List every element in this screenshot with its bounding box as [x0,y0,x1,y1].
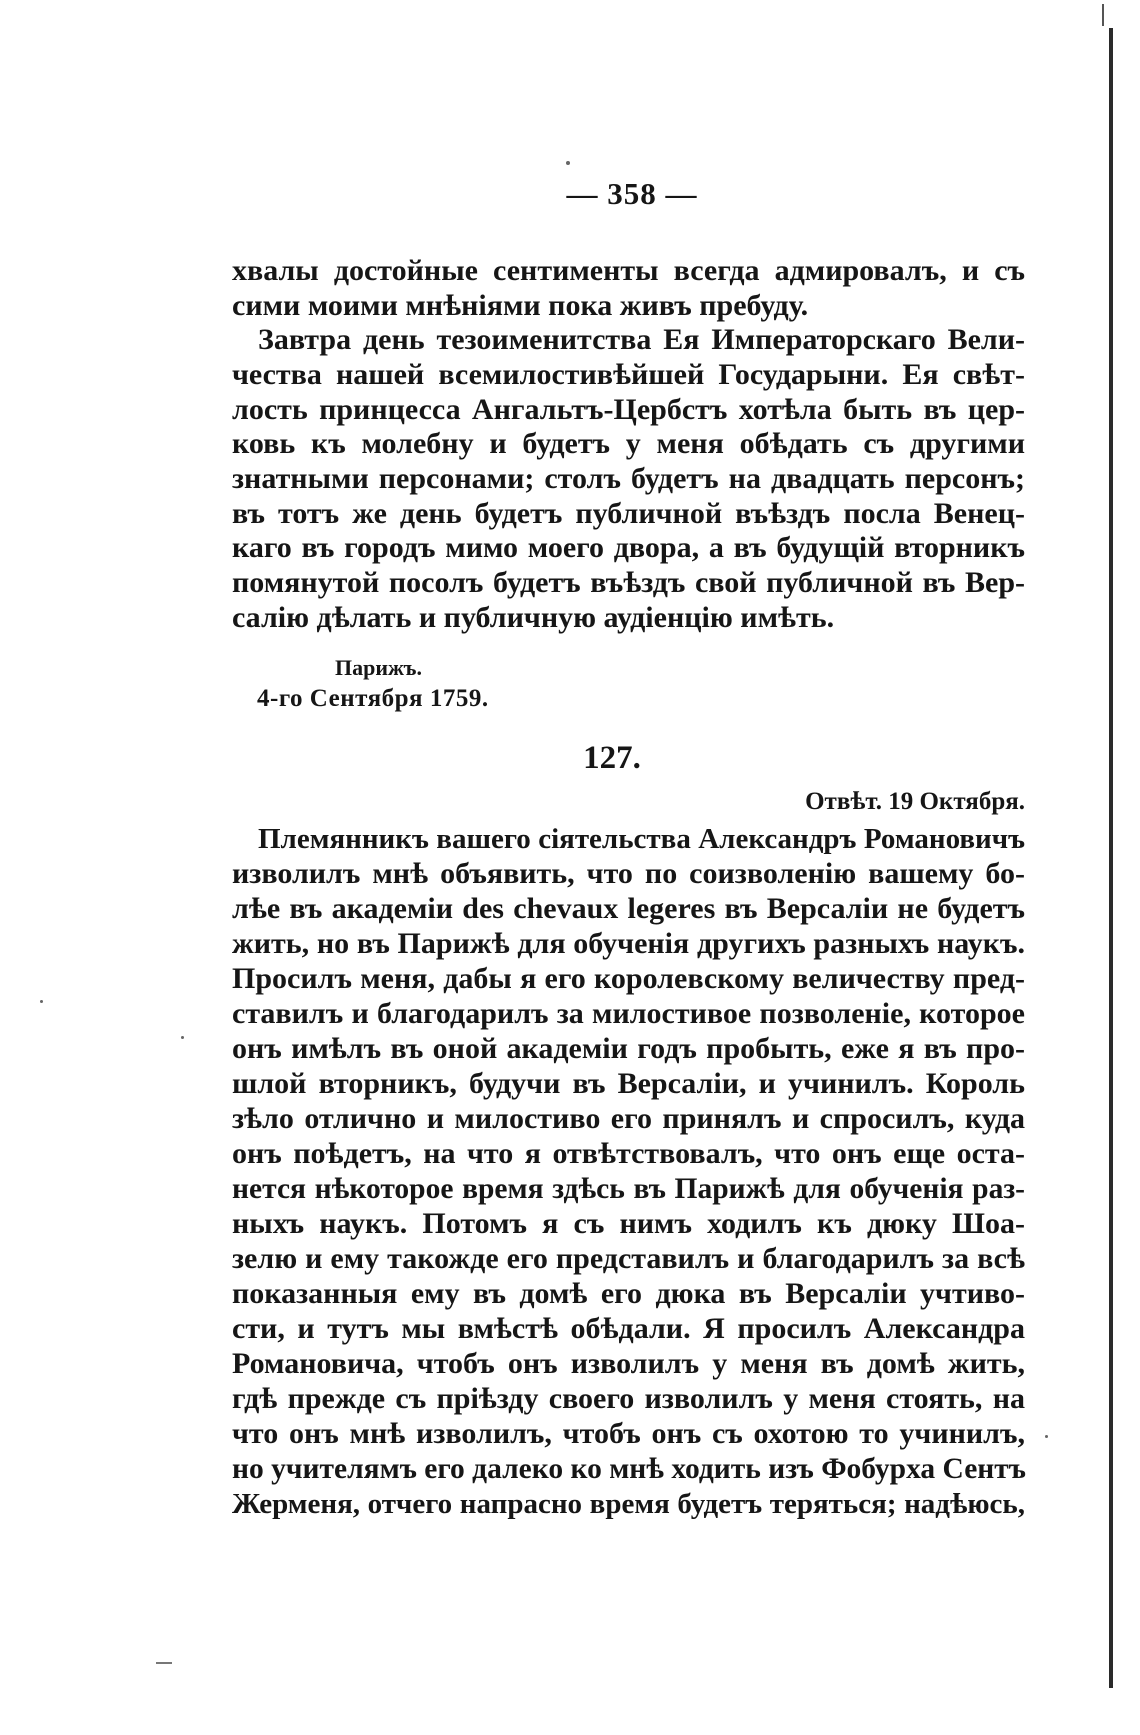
text-line: помянутой посолъ будетъ въѣздъ свой публичной въ Вер- [232,566,1025,599]
text-line: каго въ городъ мимо моего двора, а въ будущій вторникъ [232,531,1025,564]
signoff-date: 4-го Сентября 1759. [257,685,489,712]
text-line: Жерменя, отчего напрасно время будетъ теряться; надѣюсь, [232,1488,1025,1520]
text-line: но учителямъ его далеко ко мнѣ ходить изъ Фобурха Сентъ [232,1453,1026,1485]
text-line: сти, и тутъ мы вмѣстѣ обѣдали. Я просилъ Александра [232,1312,1025,1345]
text-line: жить, но въ Парижѣ для обученія другихъ разныхъ наукъ. [232,927,1025,960]
text-line: Просилъ меня, дабы я его королевскому величеству пред- [232,962,1025,995]
text-line: въ тотъ же день будетъ публичной въѣздъ посла Венец- [232,497,1025,530]
text-line: Романовича, чтобъ онъ изволилъ у меня въ домѣ жить, [232,1347,1025,1380]
scan-speck [566,161,570,165]
text-line: ковь къ молебну и будетъ у меня обѣдать съ другими [232,427,1025,460]
text-line: ставилъ и благодарилъ за милостивое позволеніе, которое [232,997,1025,1030]
text-line: Племянникъ вашего сіятельства Александръ Романовичъ [258,823,1025,855]
page-edge-mark [1102,4,1104,26]
text-line: лѣе въ академіи des chevaux legeres въ Версаліи не будетъ [232,892,1025,925]
signoff-place: Парижъ. [335,655,423,680]
text-line: шлой вторникъ, будучи въ Версаліи, и учинилъ. Король [232,1067,1025,1100]
letter-number: 127. [583,740,641,776]
text-line: онъ имѣлъ въ оной академіи годъ пробыть, еже я въ про- [232,1032,1025,1065]
text-line: хвалы достойные сентименты всегда адмировалъ, и съ [232,254,1025,287]
text-line: зелю и ему такожде его представилъ и благодарилъ за всѣ [232,1242,1025,1275]
page-edge-rule [1109,28,1113,1688]
text-line: чества нашей всемилостивѣйшей Государыни. Ея свѣт- [232,358,1025,391]
text-line: нется нѣкоторое время здѣсь въ Парижѣ для обученія раз- [232,1173,1025,1205]
reply-note: Отвѣт. 19 Октября. [805,788,1025,815]
scan-speck [40,1000,43,1003]
text-line: ныхъ наукъ. Потомъ я съ нимъ ходилъ къ дюку Шоа- [232,1207,1025,1240]
page-number: — 358 — [566,176,698,211]
text-line: сими моими мнѣніями пока живъ пребуду. [232,289,809,322]
text-line: салію дѣлать и публичную аудіенцію имѣть. [232,601,835,634]
text-line: показанныя ему въ домѣ его дюка въ Версаліи учтиво- [232,1277,1025,1310]
text-line: зѣло отлично и милостиво его принялъ и спросилъ, куда [232,1102,1025,1135]
text-line: знатными персонами; столъ будетъ на двадцать персонъ; [232,462,1025,495]
text-line: что онъ мнѣ изволилъ, чтобъ онъ съ охотою то учинилъ, [232,1417,1025,1450]
scan-mark [156,1662,172,1664]
text-line: Завтра день тезоименитства Ея Императорскаго Вели- [258,323,1025,356]
text-line: изволилъ мнѣ объявить, что по соизволенію вашему бо- [232,857,1025,890]
text-line: лость принцесса Ангальтъ-Цербстъ хотѣла быть въ цер- [232,393,1025,426]
scan-speck [1045,1435,1048,1438]
text-line: онъ поѣдетъ, на что я отвѣтствовалъ, что онъ еще оста- [232,1137,1025,1170]
text-line: гдѣ прежде съ пріѣзду своего изволилъ у меня стоять, на [232,1382,1025,1415]
scan-speck [181,1036,184,1039]
